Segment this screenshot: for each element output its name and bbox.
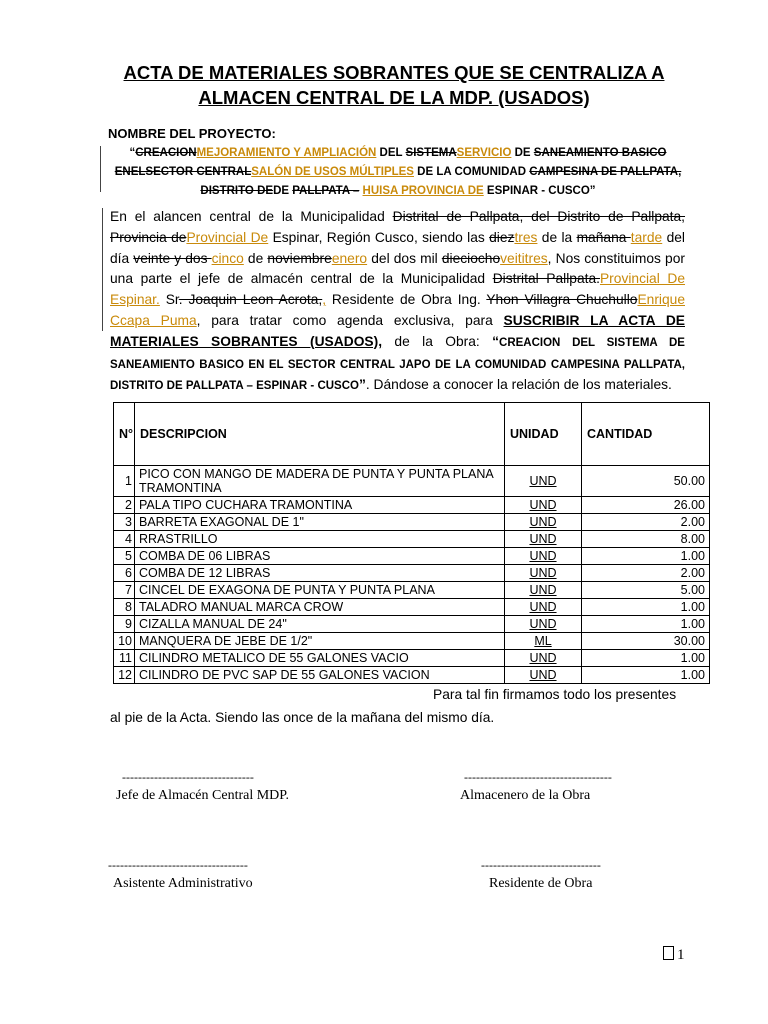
table-row <box>114 565 710 582</box>
signature-line: --------------------------------- <box>122 770 254 784</box>
cell-qty: 1.00 <box>582 667 710 684</box>
project-name <box>108 144 688 201</box>
cell-qty: 2.00 <box>582 565 710 582</box>
cell-qty: 8.00 <box>582 531 710 548</box>
closing-text <box>110 683 690 729</box>
cell-unit: UND <box>505 582 582 599</box>
table-row <box>114 514 710 531</box>
deleted-text: Distrital Pallpata. <box>492 271 600 287</box>
deleted-text: diez <box>489 229 515 245</box>
intro-paragraph <box>110 207 685 397</box>
cell-qty: 2.00 <box>582 514 710 531</box>
cell-unit: UND <box>505 599 582 616</box>
text: de <box>243 250 268 266</box>
cell-n: 8 <box>114 599 135 616</box>
inserted-text: Enrique Ccapa Puma <box>110 292 685 328</box>
table-row <box>114 599 710 616</box>
cell-n: 9 <box>114 616 135 633</box>
deleted-text: PALLPATA – <box>292 185 360 197</box>
deleted-text: SANEAMIENTO BASICO ENELSECTOR CENTRAL <box>114 147 667 178</box>
text: En el alancen central de la Municipalidad <box>110 209 393 224</box>
deleted-text: noviembre <box>267 250 332 266</box>
cell-desc: RRASTRILLO <box>135 531 505 548</box>
inserted-text: veititres <box>500 250 548 266</box>
agenda-bold-text: SUSCRIBIR LA ACTA DE MATERIALES SOBRANTES (USADOS), <box>110 312 685 349</box>
work-name-quote: ” <box>358 377 366 393</box>
cell-desc: CILINDRO DE PVC SAP DE 55 GALONES VACION <box>135 667 505 684</box>
table-header-row <box>114 403 710 466</box>
header-descripcion: DESCRIPCION <box>135 403 505 466</box>
header-n: N° <box>114 403 135 466</box>
deleted-text: SISTEMA <box>405 147 457 159</box>
inserted-text: tarde <box>630 229 663 245</box>
cell-desc: CILINDRO METALICO DE 55 GALONES VACIO <box>135 650 505 667</box>
signature-label: Almacenero de la Obra <box>460 788 591 803</box>
deleted-text: dieciocho <box>441 250 501 266</box>
text: DEL <box>376 147 406 159</box>
page-number-value: 1 <box>677 947 685 963</box>
inserted-text: tres <box>514 229 538 245</box>
cell-qty: 1.00 <box>582 599 710 616</box>
cell-qty: 50.00 <box>582 466 710 497</box>
text: Espinar, Región Cusco, siendo las <box>268 229 490 245</box>
signature-line: ----------------------------------- <box>108 858 248 872</box>
cell-desc: COMBA DE 12 LIBRAS <box>135 565 505 582</box>
table-row <box>114 466 710 497</box>
signature-line: ------------------------------ <box>481 858 601 872</box>
cell-n: 6 <box>114 565 135 582</box>
deleted-text: veinte y dos <box>133 250 212 266</box>
header-cantidad: CANTIDAD <box>582 403 710 466</box>
deleted-text: Distrital de Pallpata, del Distrito de Pallpata, Provincia de <box>110 209 686 245</box>
cell-n: 12 <box>114 667 135 684</box>
table-row <box>114 616 710 633</box>
inserted-text: Provincial De <box>186 229 269 245</box>
title-line-2: ALMACEN CENTRAL DE LA MDP. (USADOS) <box>198 87 590 108</box>
cell-n: 2 <box>114 497 135 514</box>
cell-unit: UND <box>505 514 582 531</box>
signature-asistente <box>108 858 253 892</box>
cell-desc: CINCEL DE EXAGONA DE PUNTA Y PUNTA PLANA <box>135 582 505 599</box>
inserted-text: SALÓN DE USOS MÚLTIPLES <box>251 166 414 178</box>
closing-line-1: Para tal fin firmamos todo los presentes <box>433 687 677 702</box>
cell-n: 4 <box>114 531 135 548</box>
signature-residente <box>481 858 601 892</box>
signature-label: Residente de Obra <box>489 876 593 891</box>
signature-almacenero <box>460 770 612 804</box>
cell-n: 11 <box>114 650 135 667</box>
cell-qty: 26.00 <box>582 497 710 514</box>
materials-table <box>113 402 710 684</box>
cell-desc: TALADRO MANUAL MARCA CROW <box>135 599 505 616</box>
inserted-text: MEJORAMIENTO Y AMPLIACIÓN <box>196 147 377 159</box>
cell-desc: BARRETA EXAGONAL DE 1" <box>135 514 505 531</box>
text: ESPINAR - CUSCO” <box>483 185 596 197</box>
cell-unit: UND <box>505 565 582 582</box>
cell-unit: UND <box>505 650 582 667</box>
cell-n: 3 <box>114 514 135 531</box>
inserted-text: enero <box>331 250 368 266</box>
table-row <box>114 667 710 684</box>
cell-unit: UND <box>505 667 582 684</box>
cell-unit: UND <box>505 616 582 633</box>
header-unidad: UNIDAD <box>505 403 582 466</box>
cell-qty: 1.00 <box>582 650 710 667</box>
table-row <box>114 548 710 565</box>
deleted-text: mañana <box>576 229 631 245</box>
cell-desc: PALA TIPO CUCHARA TRAMONTINA <box>135 497 505 514</box>
page-number <box>663 946 685 964</box>
text: . Dándose a conocer la relación de los materiales. <box>365 377 672 393</box>
closing-line-2: al pie de la Acta. Siendo las once de la mañana del mismo día. <box>110 710 495 725</box>
cell-unit: UND <box>505 531 582 548</box>
cell-n: 10 <box>114 633 135 650</box>
inserted-text: HUISA PROVINCIA DE <box>362 185 484 197</box>
cell-n: 7 <box>114 582 135 599</box>
table-row <box>114 497 710 514</box>
cell-desc: PICO CON MANGO DE MADERA DE PUNTA Y PUNTA PLANA TRAMONTINA <box>135 466 505 497</box>
document-title <box>110 60 678 110</box>
inserted-text: SERVICIO <box>456 147 512 159</box>
signature-label: Asistente Administrativo <box>113 876 253 891</box>
text: Sr <box>159 292 179 308</box>
text: DE <box>511 147 534 159</box>
signature-label: Jefe de Almacén Central MDP. <box>116 788 290 803</box>
inserted-text: Provincial De Espinar. <box>110 271 686 308</box>
text: , Nos constituimos por una parte el jefe de almacén central de la Municipalidad <box>110 250 685 287</box>
text: DE LA COMUNIDAD <box>413 166 530 178</box>
cell-qty: 30.00 <box>582 633 710 650</box>
table-row <box>114 633 710 650</box>
change-bar <box>100 146 101 192</box>
text: del dos mil <box>367 250 442 266</box>
signature-line: ------------------------------------- <box>464 770 612 784</box>
project-section <box>108 124 688 201</box>
inserted-text: cinco <box>211 250 244 266</box>
cell-unit: UND <box>505 497 582 514</box>
text: de la <box>537 229 577 245</box>
table-row <box>114 650 710 667</box>
cell-n: 5 <box>114 548 135 565</box>
deleted-text: CREACION <box>135 147 197 159</box>
cell-desc: CIZALLA MANUAL DE 24" <box>135 616 505 633</box>
title-line-1: ACTA DE MATERIALES SOBRANTES QUE SE CENTRALIZA A <box>123 62 665 83</box>
cell-qty: 1.00 <box>582 616 710 633</box>
cell-unit: UND <box>505 548 582 565</box>
table-row <box>114 582 710 599</box>
cell-qty: 5.00 <box>582 582 710 599</box>
cell-n: 1 <box>114 466 135 497</box>
change-bar <box>102 208 103 331</box>
text: del día <box>110 229 685 266</box>
table-row <box>114 531 710 548</box>
cell-desc: COMBA DE 06 LIBRAS <box>135 548 505 565</box>
signature-jefe <box>116 770 290 804</box>
text: DE <box>273 185 293 197</box>
cell-unit: ML <box>505 633 582 650</box>
quote: “ <box>129 147 136 159</box>
text: Residente de Obra Ing. <box>326 292 487 308</box>
deleted-text: . Joaquin Leon Acrota, <box>178 292 323 308</box>
missing-glyph-icon <box>663 946 674 960</box>
project-label: NOMBRE DEL PROYECTO: <box>108 126 276 141</box>
text: de la Obra: <box>382 333 493 349</box>
text: , para tratar como agenda exclusiva, para <box>196 312 504 328</box>
cell-qty: 1.00 <box>582 548 710 565</box>
deleted-text: CAMPESINA DE PALLPATA, DISTRITO DE <box>200 166 682 197</box>
cell-desc: MANQUERA DE JEBE DE 1/2" <box>135 633 505 650</box>
work-name-quote: “ <box>492 333 500 349</box>
deleted-text: Yhon Villagra Chuchullo <box>486 292 638 308</box>
inserted-text: , <box>322 292 327 308</box>
work-name-bold: CREACION DEL SISTEMA DE SANEAMIENTO BASICO EN EL SECTOR CENTRAL JAPO DE LA COMUNIDAD CAMPESINA PALLPATA, DISTRITO DE PALLPATA – ESPINAR - CUSCO <box>110 336 685 393</box>
cell-unit: UND <box>505 466 582 497</box>
